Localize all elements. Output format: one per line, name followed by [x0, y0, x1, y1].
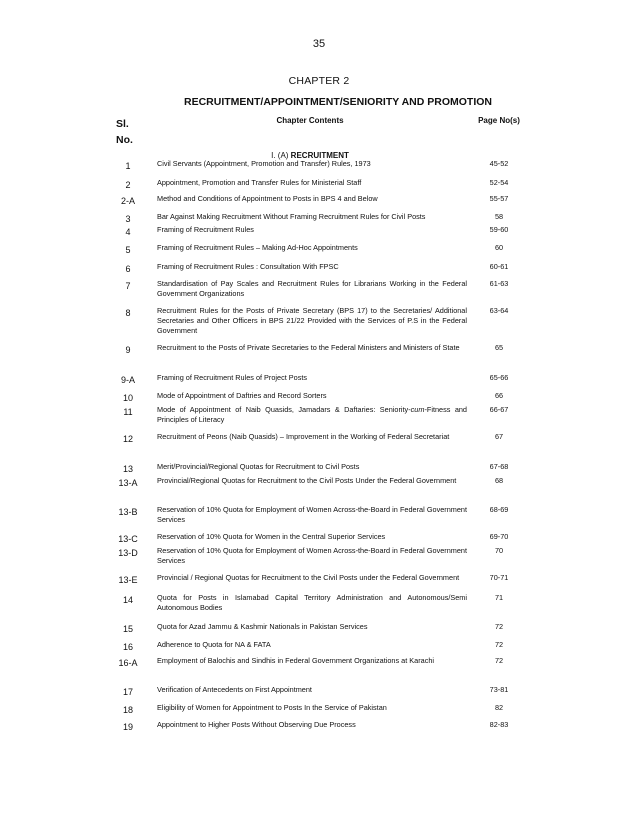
entry-pages: 52-54 [489, 178, 509, 187]
serial-number: 2 [125, 180, 131, 190]
serial-number-header [116, 116, 133, 149]
entry-title-part: Mode of Appointment of Naib Quasids, Jamadars & Daftaries: Seniority- [157, 405, 411, 414]
entry-pages: 72 [494, 622, 504, 631]
serial-number: 8 [125, 308, 131, 318]
entry-title: Bar Against Making Recruitment Without Framing Recruitment Rules for Civil Posts [157, 212, 426, 221]
serial-number: 13 [122, 464, 133, 474]
entry-title: Eligibility of Women for Appointment to Posts In the Service of Pakistan [157, 703, 387, 712]
chapter-contents-header: Chapter Contents [276, 116, 344, 125]
serial-number: 9-A [120, 375, 135, 385]
entry-title: Mode of Appointment of Daftries and Record Sorters [157, 391, 327, 400]
entry-pages: 66 [494, 391, 504, 400]
entry-title: Appointment to Higher Posts Without Observing Due Process [157, 720, 356, 729]
entry-pages: 55-57 [489, 194, 509, 203]
serial-number-header-line1: Sl. [116, 118, 129, 130]
serial-number: 10 [122, 393, 133, 403]
serial-number: 19 [122, 722, 133, 732]
entry-title: Method and Conditions of Appointment to Posts in BPS 4 and Below [157, 194, 378, 203]
section-title: RECRUITMENT [290, 151, 349, 160]
entry-title: Verification of Antecedents on First Appointment [157, 685, 312, 694]
entry-pages: 60 [494, 243, 504, 252]
serial-number: 2-A [120, 196, 135, 206]
chapter-title: RECRUITMENT/APPOINTMENT/SENIORITY AND PROMOTION [183, 96, 492, 108]
serial-number: 6 [125, 264, 131, 274]
entry-title-part: -Fitness and Principles of Literacy [157, 405, 467, 424]
entry-pages: 82-83 [489, 720, 509, 729]
page-number: 35 [312, 38, 326, 50]
serial-number: 4 [125, 227, 131, 237]
entry-title: Framing of Recruitment Rules [157, 225, 254, 234]
serial-number: 18 [122, 705, 133, 715]
entry-pages: 69-70 [489, 532, 509, 541]
entry-title [157, 405, 467, 425]
serial-number: 1 [125, 161, 131, 171]
entry-pages: 59-60 [489, 225, 509, 234]
serial-number-header-line2: No. [116, 134, 133, 147]
entry-pages: 67 [494, 432, 504, 441]
serial-number: 13-E [118, 575, 138, 585]
page-numbers-header: Page No(s) [478, 116, 520, 125]
entry-pages: 67-68 [489, 462, 509, 471]
serial-number: 9 [125, 345, 131, 355]
serial-number: 3 [125, 214, 131, 224]
entry-title: Reservation of 10% Quota for Employment of Women Across-the-Board in Federal Government Services [157, 505, 467, 524]
entry-pages: 70 [494, 546, 504, 555]
entry-pages: 45-52 [489, 159, 509, 168]
entry-pages: 82 [494, 703, 504, 712]
entry-pages: 70-71 [489, 573, 509, 582]
entry-pages: 63-64 [489, 306, 509, 315]
entry-pages: 73-81 [489, 685, 509, 694]
entry-title: Recruitment Rules for the Posts of Private Secretary (BPS 17) to the Secretaries/ Additional Secretaries and Other Officers in BPS 21/22 Provided with the Services of P.S in the Federal Government [157, 306, 467, 335]
serial-number: 16 [122, 642, 133, 652]
serial-number: 11 [123, 407, 133, 417]
entry-pages: 71 [494, 593, 504, 602]
section-prefix: I. (A) [271, 151, 291, 160]
serial-number: 13-B [118, 507, 138, 517]
entry-title: Reservation of 10% Quota for Employment of Women Across-the-Board in Federal Government Services [157, 546, 467, 565]
serial-number: 13-C [118, 534, 138, 544]
entry-title: Merit/Provincial/Regional Quotas for Recruitment to Civil Posts [157, 462, 360, 471]
entry-title: Civil Servants (Appointment, Promotion and Transfer) Rules, 1973 [157, 159, 371, 168]
serial-number: 13-A [118, 478, 138, 488]
entry-title: Reservation of 10% Quota for Women in the Central Superior Services [157, 532, 386, 541]
serial-number: 13-D [118, 548, 138, 558]
serial-number: 15 [122, 624, 133, 634]
entry-pages: 72 [494, 656, 504, 665]
entry-title: Provincial/Regional Quotas for Recruitment to the Civil Posts Under the Federal Government [157, 476, 457, 485]
serial-number: 16-A [118, 658, 138, 668]
entry-pages: 60-61 [489, 262, 509, 271]
entry-title: Framing of Recruitment Rules : Consultation With FPSC [157, 262, 339, 271]
entry-pages: 61-63 [489, 279, 509, 288]
entry-title: Recruitment of Peons (Naib Quasids) – Improvement in the Working of Federal Secretariat [157, 432, 450, 441]
entry-title: Quota for Azad Jammu & Kashmir Nationals in Pakistan Services [157, 622, 368, 631]
serial-number: 17 [122, 687, 133, 697]
entry-title-italic: cum [410, 405, 425, 414]
entry-title: Quota for Posts in Islamabad Capital Territory Administration and Autonomous/Semi Autonomous Bodies [157, 593, 467, 612]
entry-title: Recruitment to the Posts of Private Secretaries to the Federal Ministers and Ministers of State [157, 343, 460, 352]
serial-number: 7 [125, 281, 131, 291]
entry-title: Employment of Balochis and Sindhis in Federal Government Organizations at Karachi [157, 656, 435, 665]
entry-pages: 68 [494, 476, 504, 485]
entry-pages: 65 [494, 343, 504, 352]
entry-pages: 65-66 [489, 373, 509, 382]
serial-number: 5 [125, 245, 131, 255]
serial-number: 12 [122, 434, 133, 444]
serial-number: 14 [122, 595, 133, 605]
entry-title: Framing of Recruitment Rules – Making Ad-Hoc Appointments [157, 243, 358, 252]
chapter-label: CHAPTER 2 [288, 75, 350, 87]
entry-title: Adherence to Quota for NA & FATA [157, 640, 271, 649]
entry-pages: 58 [494, 212, 504, 221]
entry-pages: 66-67 [489, 405, 509, 414]
entry-title: Standardisation of Pay Scales and Recruitment Rules for Librarians Working in the Federal Government Organizations [157, 279, 467, 298]
entry-title: Framing of Recruitment Rules of Project Posts [157, 373, 308, 382]
entry-pages: 68-69 [489, 505, 509, 514]
entry-pages: 72 [494, 640, 504, 649]
entry-title: Appointment, Promotion and Transfer Rules for Ministerial Staff [157, 178, 362, 187]
entry-title: Provincial / Regional Quotas for Recruitment to the Civil Posts under the Federal Government [157, 573, 460, 582]
